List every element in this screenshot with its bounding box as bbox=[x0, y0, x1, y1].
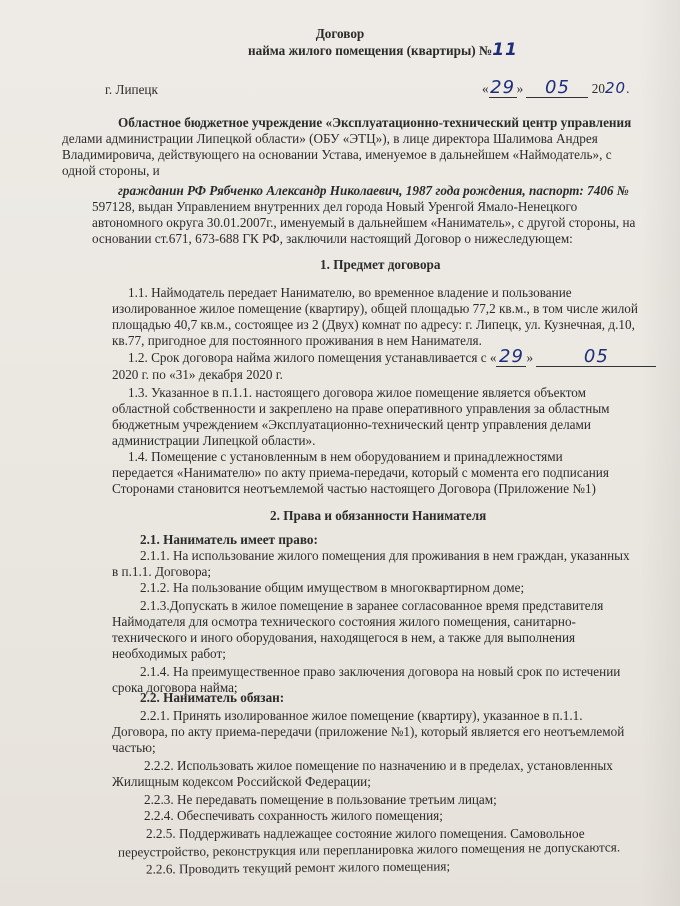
clause-1-4-line: 1.4. Помещение с установленным в нем оборудованием и принадлежностями bbox=[128, 449, 563, 464]
clause-2-2-1-line: частью; bbox=[112, 740, 156, 755]
document-title: Договор bbox=[315, 26, 365, 41]
section-1-heading: 1. Предмет договора bbox=[320, 257, 441, 272]
city-label: г. Липецк bbox=[105, 82, 158, 97]
preamble-tenant-line: автономного округа 30.01.2007г., именуемый в дальнейшем «Наниматель», с другой стороны, на bbox=[92, 215, 636, 230]
clause-2-2-1-line: 2.2.1. Принять изолированное жилое помещение (квартиру), указанное в п.1.1. bbox=[140, 708, 583, 723]
clause-2-2-1-line: Договора, по акту приема-передачи (приложение №1), который является его неотъемлемой bbox=[112, 724, 625, 739]
clause-2-2-5-line: переустройство, реконструкция или перепланировка жилого помещения не допускаются. bbox=[117, 839, 621, 860]
clause-2-1-3-line: 2.1.3.Допускать в жилое помещение в заранее согласованное время представителя bbox=[140, 598, 604, 613]
clause-2-1-2-line: 2.1.2. На пользование общим имуществом в многоквартирном доме; bbox=[140, 580, 525, 595]
clause-1-3-line: областной собственности и закреплено на праве оперативного управления за областным bbox=[112, 401, 610, 416]
clause-1-1-line: изолированное жилое помещение (квартиру), общей площадью 77,2 кв.м., в том числе жилой bbox=[112, 301, 638, 316]
section-2-heading: 2. Права и обязанности Нанимателя bbox=[270, 508, 487, 523]
date-year-prefix: 20 bbox=[591, 81, 605, 96]
clause-2-2-2-line: Жилищным кодексом Российской Федерации; bbox=[112, 774, 371, 789]
clause-2-2-5-line: 2.2.5. Поддерживать надлежащее состояние жилого помещения. Самовольное bbox=[146, 826, 585, 841]
clause-1-3-line: бюджетным учреждением «Эксплуатационно-технический центр управления делами bbox=[112, 417, 591, 432]
clause-2-1-3-line: технического и иного оборудования, находящегося в нем, а также для выполнения bbox=[112, 630, 576, 645]
date-day-handwritten: 29 bbox=[490, 77, 516, 98]
contract-date: «29 » 05 2020. bbox=[482, 77, 630, 98]
preamble-tenant-line: основании ст.671, 673-688 ГК РФ, заключили настоящий Договор о нижеследующем: bbox=[92, 231, 573, 246]
preamble-tenant-line: гражданин РФ Рябченко Александр Николаевич, 1987 года рождения, паспорт: 7406 № bbox=[118, 183, 629, 198]
preamble-landlord-line: делами администрации Липецкой области» (ОБУ «ЭТЦ»), в лице директора Шалимова Андрея bbox=[62, 131, 598, 146]
date-year-handwritten: 20 bbox=[604, 79, 627, 97]
clause-2-1-3-line: необходимых работ; bbox=[112, 646, 226, 661]
clause-1-3-line: 1.3. Указанное в п.1.1. настоящего договора жилое помещение является объектом bbox=[128, 385, 586, 400]
clause-1-1-line: 1.1. Наймодатель передает Нанимателю, во временное владение и пользование bbox=[128, 285, 572, 300]
clause-2-1-4-line: срока договора найма; bbox=[112, 680, 238, 695]
clause-1-4-line: Сторонами становится неотъемлемой частью настоящего Договора (Приложение №1) bbox=[112, 481, 596, 496]
clause-2-2-4-line: 2.2.4. Обеспечивать сохранность жилого помещения; bbox=[144, 808, 443, 823]
preamble-landlord-line: Владимировича, действующего на основании Устава, именуемое в дальнейшем «Наймодатель», с bbox=[62, 147, 612, 162]
clause-2-2-6-line: 2.2.6. Проводить текущий ремонт жилого помещения; bbox=[145, 858, 451, 877]
clause-2-1-4-line: 2.1.4. На преимущественное право заключения договора на новый срок по истечении bbox=[140, 664, 621, 679]
clause-1-2-line bbox=[128, 346, 656, 367]
clause-1-2-day-handwritten: 29 bbox=[496, 349, 526, 367]
clause-2-2-2-line: 2.2.2. Использовать жилое помещение по назначению и в пределах, установленных bbox=[144, 758, 613, 773]
clause-1-4-line: передается «Нанимателю» по акту приема-передачи, который с момента его подписания bbox=[112, 465, 609, 480]
clause-1-1-line: площадью 40,7 кв.м., состоящее из 2 (Двух) комнат по адресу: г. Липецк, ул. Кузнечная, д.10, bbox=[112, 317, 635, 332]
document-subtitle bbox=[248, 42, 518, 60]
clause-2-2-3-line: 2.2.3. Не передавать помещение в пользование третьим лицам; bbox=[144, 792, 497, 807]
clause-2-1-3-line: Наймодателя для осмотра технического состояния жилого помещения, санитарно- bbox=[112, 614, 576, 629]
preamble-tenant-line: 597128, выдан Управлением внутренних дел города Новый Уренгой Ямало-Ненецкого bbox=[92, 199, 578, 214]
date-month-handwritten: 05 bbox=[526, 80, 588, 98]
contract-number-handwritten: 11 bbox=[492, 40, 518, 60]
subtitle-text: найма жилого помещения (квартиры) № bbox=[248, 43, 493, 58]
clause-1-3-line: администрации Липецкой области». bbox=[112, 433, 316, 448]
clause-2-1-heading: 2.1. Наниматель имеет право: bbox=[140, 532, 318, 547]
clause-2-1-1-line: 2.1.1. На использование жилого помещения для проживания в нем граждан, указанных bbox=[140, 548, 630, 563]
page-edge-shadow bbox=[640, 0, 680, 906]
clause-2-1-1-line: в п.1.1. Договора; bbox=[112, 564, 212, 579]
clause-1-2-month-handwritten: 05 bbox=[536, 349, 656, 367]
clause-1-1-line: кв.77, пригодное для постоянного проживания в нем Нанимателя. bbox=[112, 333, 482, 348]
clause-1-2-line: 2020 г. по «31» декабря 2020 г. bbox=[112, 367, 283, 382]
preamble-landlord-line: Областное бюджетное учреждение «Эксплуатационно-технический центр управления bbox=[118, 115, 632, 130]
clause-1-2-start: 1.2. Срок договора найма жилого помещения устанавливается с « bbox=[128, 350, 497, 365]
preamble-landlord-line: одной стороны, и bbox=[62, 163, 160, 178]
clause-1-2-mid: » bbox=[526, 350, 534, 365]
clause-2-2-heading: 2.2. Наниматель обязан: bbox=[140, 690, 285, 705]
